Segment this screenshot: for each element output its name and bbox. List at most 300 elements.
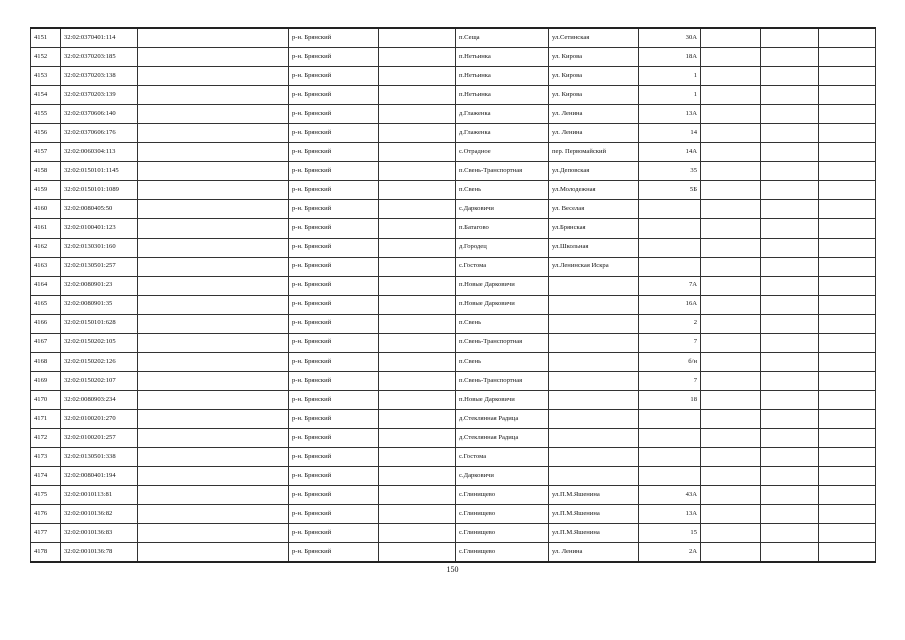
- empty-cell: [819, 409, 876, 428]
- street-cell: ул.Школьная: [549, 238, 639, 257]
- empty-cell: [761, 390, 819, 409]
- empty-cell: [761, 276, 819, 295]
- settlement-cell: п.Свень-Транспортная: [456, 333, 549, 352]
- district-cell: р-н. Брянский: [289, 124, 379, 143]
- empty-cell: [761, 486, 819, 505]
- district-cell: р-н. Брянский: [289, 67, 379, 86]
- house-number-cell: 13А: [639, 505, 701, 524]
- table-row: [31, 181, 876, 200]
- district-cell: р-н. Брянский: [289, 371, 379, 390]
- district-cell: р-н. Брянский: [289, 505, 379, 524]
- cadastral-number-cell: 32:02:0370203:185: [61, 48, 138, 67]
- empty-cell: [701, 200, 761, 219]
- empty-cell: [138, 105, 289, 124]
- empty-cell: [701, 467, 761, 486]
- empty-cell: [379, 295, 456, 314]
- row-number-cell: 4156: [31, 124, 61, 143]
- district-cell: р-н. Брянский: [289, 238, 379, 257]
- empty-cell: [701, 524, 761, 543]
- empty-cell: [819, 428, 876, 447]
- empty-cell: [701, 428, 761, 447]
- table-row: [31, 352, 876, 371]
- house-number-cell: [639, 257, 701, 276]
- row-number-cell: 4171: [31, 409, 61, 428]
- empty-cell: [761, 105, 819, 124]
- empty-cell: [819, 467, 876, 486]
- cadastral-number-cell: 32:02:0060304:113: [61, 143, 138, 162]
- settlement-cell: с.Дарковичи: [456, 467, 549, 486]
- empty-cell: [138, 28, 289, 48]
- cadastral-number-cell: 32:02:0080903:234: [61, 390, 138, 409]
- register-table: [30, 27, 876, 563]
- empty-cell: [138, 162, 289, 181]
- empty-cell: [819, 181, 876, 200]
- row-number-cell: 4162: [31, 238, 61, 257]
- house-number-cell: 7А: [639, 276, 701, 295]
- table-row: [31, 162, 876, 181]
- empty-cell: [761, 200, 819, 219]
- empty-cell: [701, 486, 761, 505]
- empty-cell: [701, 352, 761, 371]
- empty-cell: [138, 486, 289, 505]
- street-cell: ул.П.М.Яшенина: [549, 505, 639, 524]
- empty-cell: [701, 409, 761, 428]
- empty-cell: [138, 295, 289, 314]
- empty-cell: [138, 467, 289, 486]
- settlement-cell: с.Глинищево: [456, 524, 549, 543]
- district-cell: р-н. Брянский: [289, 200, 379, 219]
- empty-cell: [138, 143, 289, 162]
- house-number-cell: [639, 448, 701, 467]
- street-cell: пер. Первомайский: [549, 143, 639, 162]
- row-number-cell: 4163: [31, 257, 61, 276]
- empty-cell: [701, 295, 761, 314]
- empty-cell: [761, 448, 819, 467]
- empty-cell: [819, 390, 876, 409]
- house-number-cell: 14А: [639, 143, 701, 162]
- empty-cell: [138, 428, 289, 447]
- empty-cell: [138, 448, 289, 467]
- row-number-cell: 4168: [31, 352, 61, 371]
- street-cell: [549, 352, 639, 371]
- street-cell: ул. Ленина: [549, 543, 639, 563]
- cadastral-number-cell: 32:02:0010136:83: [61, 524, 138, 543]
- house-number-cell: [639, 409, 701, 428]
- empty-cell: [138, 219, 289, 238]
- street-cell: ул.Сетинская: [549, 28, 639, 48]
- settlement-cell: п.Новые Дарковичи: [456, 276, 549, 295]
- empty-cell: [819, 448, 876, 467]
- table-row: [31, 524, 876, 543]
- empty-cell: [379, 314, 456, 333]
- empty-cell: [761, 314, 819, 333]
- cadastral-number-cell: 32:02:0130501:257: [61, 257, 138, 276]
- empty-cell: [819, 238, 876, 257]
- empty-cell: [138, 257, 289, 276]
- empty-cell: [701, 257, 761, 276]
- empty-cell: [379, 371, 456, 390]
- cadastral-number-cell: 32:02:0010113:81: [61, 486, 138, 505]
- row-number-cell: 4178: [31, 543, 61, 563]
- table-row: [31, 295, 876, 314]
- empty-cell: [701, 105, 761, 124]
- row-number-cell: 4177: [31, 524, 61, 543]
- cadastral-number-cell: 32:02:0080901:23: [61, 276, 138, 295]
- table-row: [31, 257, 876, 276]
- settlement-cell: с.Гостома: [456, 448, 549, 467]
- row-number-cell: 4151: [31, 28, 61, 48]
- empty-cell: [701, 333, 761, 352]
- cadastral-number-cell: 32:02:0150101:1089: [61, 181, 138, 200]
- empty-cell: [701, 124, 761, 143]
- empty-cell: [701, 143, 761, 162]
- table-row: [31, 409, 876, 428]
- register-rows: [31, 28, 876, 562]
- row-number-cell: 4157: [31, 143, 61, 162]
- table-row: [31, 67, 876, 86]
- empty-cell: [379, 333, 456, 352]
- empty-cell: [819, 48, 876, 67]
- district-cell: р-н. Брянский: [289, 162, 379, 181]
- street-cell: [549, 276, 639, 295]
- empty-cell: [701, 181, 761, 200]
- settlement-cell: с.Отрадное: [456, 143, 549, 162]
- settlement-cell: п.Нетьинка: [456, 48, 549, 67]
- empty-cell: [819, 219, 876, 238]
- district-cell: р-н. Брянский: [289, 409, 379, 428]
- empty-cell: [761, 86, 819, 105]
- table-row: [31, 505, 876, 524]
- house-number-cell: 13А: [639, 105, 701, 124]
- empty-cell: [701, 448, 761, 467]
- empty-cell: [761, 48, 819, 67]
- house-number-cell: [639, 238, 701, 257]
- row-number-cell: 4158: [31, 162, 61, 181]
- street-cell: [549, 390, 639, 409]
- empty-cell: [138, 238, 289, 257]
- settlement-cell: д.Стеклянная Радица: [456, 428, 549, 447]
- empty-cell: [701, 67, 761, 86]
- table-row: [31, 143, 876, 162]
- table-row: [31, 200, 876, 219]
- empty-cell: [819, 28, 876, 48]
- cadastral-number-cell: 32:02:0130301:160: [61, 238, 138, 257]
- empty-cell: [819, 276, 876, 295]
- empty-cell: [701, 86, 761, 105]
- house-number-cell: 7: [639, 333, 701, 352]
- street-cell: ул.П.М.Яшенина: [549, 524, 639, 543]
- settlement-cell: п.Новые Дарковичи: [456, 295, 549, 314]
- settlement-cell: п.Свень: [456, 314, 549, 333]
- street-cell: [549, 295, 639, 314]
- row-number-cell: 4173: [31, 448, 61, 467]
- empty-cell: [761, 28, 819, 48]
- table-row: [31, 333, 876, 352]
- row-number-cell: 4160: [31, 200, 61, 219]
- district-cell: р-н. Брянский: [289, 467, 379, 486]
- house-number-cell: 5Б: [639, 181, 701, 200]
- table-row: [31, 486, 876, 505]
- empty-cell: [819, 371, 876, 390]
- empty-cell: [379, 48, 456, 67]
- empty-cell: [138, 371, 289, 390]
- empty-cell: [379, 409, 456, 428]
- house-number-cell: 18: [639, 390, 701, 409]
- street-cell: ул.П.М.Яшенина: [549, 486, 639, 505]
- cadastral-number-cell: 32:02:0150101:1145: [61, 162, 138, 181]
- district-cell: р-н. Брянский: [289, 219, 379, 238]
- empty-cell: [701, 314, 761, 333]
- row-number-cell: 4166: [31, 314, 61, 333]
- cadastral-number-cell: 32:02:0150202:126: [61, 352, 138, 371]
- district-cell: р-н. Брянский: [289, 28, 379, 48]
- page-number: 150: [446, 565, 459, 574]
- empty-cell: [379, 448, 456, 467]
- district-cell: р-н. Брянский: [289, 428, 379, 447]
- empty-cell: [379, 200, 456, 219]
- empty-cell: [761, 409, 819, 428]
- empty-cell: [819, 333, 876, 352]
- street-cell: ул. Кирова: [549, 48, 639, 67]
- empty-cell: [819, 105, 876, 124]
- empty-cell: [761, 428, 819, 447]
- cadastral-number-cell: 32:02:0010136:82: [61, 505, 138, 524]
- house-number-cell: 7: [639, 371, 701, 390]
- district-cell: р-н. Брянский: [289, 448, 379, 467]
- house-number-cell: 15: [639, 524, 701, 543]
- cadastral-number-cell: 32:02:0370606:140: [61, 105, 138, 124]
- table-row: [31, 238, 876, 257]
- table-row: [31, 48, 876, 67]
- house-number-cell: 1: [639, 67, 701, 86]
- empty-cell: [819, 295, 876, 314]
- empty-cell: [379, 352, 456, 371]
- district-cell: р-н. Брянский: [289, 257, 379, 276]
- settlement-cell: д.Глаженка: [456, 124, 549, 143]
- empty-cell: [761, 67, 819, 86]
- table-row: [31, 105, 876, 124]
- empty-cell: [819, 352, 876, 371]
- street-cell: [549, 409, 639, 428]
- district-cell: р-н. Брянский: [289, 524, 379, 543]
- cadastral-number-cell: 32:02:0370606:176: [61, 124, 138, 143]
- settlement-cell: д.Стеклянная Радица: [456, 409, 549, 428]
- settlement-cell: с.Дарковичи: [456, 200, 549, 219]
- cadastral-number-cell: 32:02:0010136:78: [61, 543, 138, 563]
- empty-cell: [138, 333, 289, 352]
- row-number-cell: 4152: [31, 48, 61, 67]
- row-number-cell: 4170: [31, 390, 61, 409]
- empty-cell: [379, 238, 456, 257]
- empty-cell: [819, 257, 876, 276]
- street-cell: ул. Ленина: [549, 124, 639, 143]
- house-number-cell: 18А: [639, 48, 701, 67]
- district-cell: р-н. Брянский: [289, 181, 379, 200]
- empty-cell: [379, 219, 456, 238]
- table-row: [31, 390, 876, 409]
- house-number-cell: 14: [639, 124, 701, 143]
- empty-cell: [761, 143, 819, 162]
- street-cell: [549, 448, 639, 467]
- settlement-cell: п.Нетьинка: [456, 86, 549, 105]
- street-cell: ул. Ленина: [549, 105, 639, 124]
- cadastral-number-cell: 32:02:0370401:114: [61, 28, 138, 48]
- table-row: [31, 428, 876, 447]
- street-cell: ул. Кирова: [549, 67, 639, 86]
- district-cell: р-н. Брянский: [289, 486, 379, 505]
- row-number-cell: 4155: [31, 105, 61, 124]
- empty-cell: [761, 467, 819, 486]
- empty-cell: [138, 276, 289, 295]
- empty-cell: [701, 48, 761, 67]
- house-number-cell: б/н: [639, 352, 701, 371]
- table-row: [31, 219, 876, 238]
- settlement-cell: п.Свень: [456, 352, 549, 371]
- empty-cell: [701, 543, 761, 563]
- empty-cell: [761, 352, 819, 371]
- street-cell: [549, 314, 639, 333]
- settlement-cell: д.Глаженка: [456, 105, 549, 124]
- settlement-cell: п.Нетьинка: [456, 67, 549, 86]
- empty-cell: [819, 543, 876, 563]
- district-cell: р-н. Брянский: [289, 543, 379, 563]
- table-row: [31, 86, 876, 105]
- empty-cell: [761, 219, 819, 238]
- street-cell: ул.Молодежная: [549, 181, 639, 200]
- district-cell: р-н. Брянский: [289, 333, 379, 352]
- house-number-cell: [639, 200, 701, 219]
- street-cell: ул.Брянская: [549, 219, 639, 238]
- empty-cell: [379, 28, 456, 48]
- settlement-cell: п.Свень-Транспортная: [456, 371, 549, 390]
- cadastral-number-cell: 32:02:0080901:35: [61, 295, 138, 314]
- street-cell: [549, 371, 639, 390]
- empty-cell: [379, 428, 456, 447]
- empty-cell: [819, 67, 876, 86]
- cadastral-number-cell: 32:02:0080401:194: [61, 467, 138, 486]
- empty-cell: [379, 124, 456, 143]
- settlement-cell: с.Гостома: [456, 257, 549, 276]
- empty-cell: [379, 162, 456, 181]
- row-number-cell: 4172: [31, 428, 61, 447]
- street-cell: [549, 333, 639, 352]
- empty-cell: [761, 181, 819, 200]
- empty-cell: [138, 409, 289, 428]
- settlement-cell: п.Свень-Транспортная: [456, 162, 549, 181]
- settlement-cell: с.Глинищево: [456, 486, 549, 505]
- empty-cell: [761, 505, 819, 524]
- cadastral-number-cell: 32:02:0370203:139: [61, 86, 138, 105]
- table-row: [31, 276, 876, 295]
- district-cell: р-н. Брянский: [289, 352, 379, 371]
- empty-cell: [819, 143, 876, 162]
- empty-cell: [379, 86, 456, 105]
- empty-cell: [761, 295, 819, 314]
- empty-cell: [379, 181, 456, 200]
- empty-cell: [701, 28, 761, 48]
- table-row: [31, 467, 876, 486]
- house-number-cell: 1: [639, 86, 701, 105]
- cadastral-number-cell: 32:02:0370203:138: [61, 67, 138, 86]
- empty-cell: [379, 467, 456, 486]
- street-cell: ул.Деповская: [549, 162, 639, 181]
- empty-cell: [701, 505, 761, 524]
- empty-cell: [379, 543, 456, 563]
- district-cell: р-н. Брянский: [289, 105, 379, 124]
- house-number-cell: 43А: [639, 486, 701, 505]
- district-cell: р-н. Брянский: [289, 295, 379, 314]
- empty-cell: [761, 162, 819, 181]
- house-number-cell: 2: [639, 314, 701, 333]
- empty-cell: [761, 333, 819, 352]
- cadastral-number-cell: 32:02:0150202:107: [61, 371, 138, 390]
- empty-cell: [819, 124, 876, 143]
- empty-cell: [819, 162, 876, 181]
- row-number-cell: 4175: [31, 486, 61, 505]
- house-number-cell: 30А: [639, 28, 701, 48]
- empty-cell: [701, 238, 761, 257]
- empty-cell: [819, 524, 876, 543]
- empty-cell: [138, 390, 289, 409]
- street-cell: ул.Ленинская Искра: [549, 257, 639, 276]
- empty-cell: [379, 505, 456, 524]
- empty-cell: [379, 257, 456, 276]
- empty-cell: [379, 524, 456, 543]
- empty-cell: [138, 124, 289, 143]
- settlement-cell: п.Новые Дарковичи: [456, 390, 549, 409]
- row-number-cell: 4159: [31, 181, 61, 200]
- table-row: [31, 448, 876, 467]
- empty-cell: [138, 48, 289, 67]
- row-number-cell: 4153: [31, 67, 61, 86]
- row-number-cell: 4174: [31, 467, 61, 486]
- settlement-cell: п.Батагово: [456, 219, 549, 238]
- cadastral-number-cell: 32:02:0150202:105: [61, 333, 138, 352]
- empty-cell: [819, 486, 876, 505]
- house-number-cell: 16А: [639, 295, 701, 314]
- district-cell: р-н. Брянский: [289, 276, 379, 295]
- row-number-cell: 4169: [31, 371, 61, 390]
- cadastral-number-cell: 32:02:0100201:257: [61, 428, 138, 447]
- empty-cell: [379, 276, 456, 295]
- empty-cell: [761, 524, 819, 543]
- table-row: [31, 124, 876, 143]
- cadastral-number-cell: 32:02:0130501:338: [61, 448, 138, 467]
- row-number-cell: 4154: [31, 86, 61, 105]
- district-cell: р-н. Брянский: [289, 48, 379, 67]
- empty-cell: [379, 486, 456, 505]
- row-number-cell: 4176: [31, 505, 61, 524]
- table-row: [31, 314, 876, 333]
- street-cell: [549, 428, 639, 447]
- empty-cell: [701, 162, 761, 181]
- empty-cell: [138, 200, 289, 219]
- empty-cell: [819, 505, 876, 524]
- empty-cell: [701, 219, 761, 238]
- empty-cell: [761, 543, 819, 563]
- district-cell: р-н. Брянский: [289, 390, 379, 409]
- table-row: [31, 371, 876, 390]
- settlement-cell: д.Городец: [456, 238, 549, 257]
- street-cell: [549, 467, 639, 486]
- settlement-cell: с.Глинищево: [456, 505, 549, 524]
- house-number-cell: [639, 428, 701, 447]
- empty-cell: [138, 86, 289, 105]
- empty-cell: [138, 314, 289, 333]
- empty-cell: [701, 390, 761, 409]
- empty-cell: [819, 86, 876, 105]
- district-cell: р-н. Брянский: [289, 86, 379, 105]
